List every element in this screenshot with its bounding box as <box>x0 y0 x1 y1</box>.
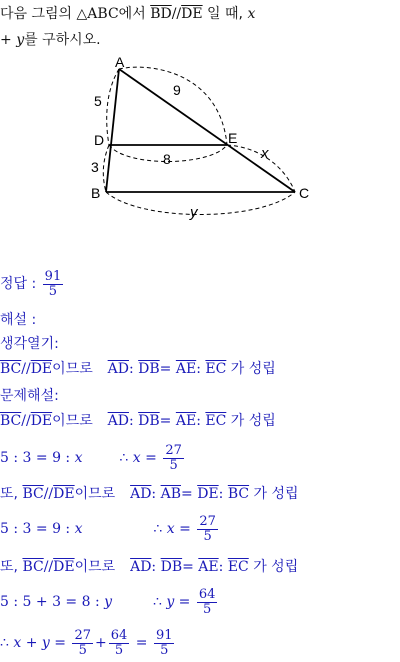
therefore-symbol: ∴ <box>119 450 133 466</box>
variable-x: x <box>166 521 175 537</box>
text: 가 성립 <box>230 413 276 429</box>
equation-3 <box>0 585 219 619</box>
variable-x: x <box>13 635 22 651</box>
denominator: 5 <box>114 642 124 658</box>
plus-sign: + <box>0 32 12 48</box>
segment-ec: $\overline{EC}$ <box>227 559 249 575</box>
variable-y: y <box>41 635 50 651</box>
problem-text: 에서 <box>118 6 146 22</box>
equals: = <box>49 635 71 651</box>
text: 이므로 <box>52 361 93 377</box>
segment-ae: $\overline{AE}$ <box>175 413 197 429</box>
problem-text: 다음 그림의 <box>0 6 73 22</box>
segment-ad: $\overline{AD}$ <box>130 486 152 502</box>
numerator: 27 <box>199 513 216 529</box>
denominator: 5 <box>203 601 212 617</box>
segment-ad: $\overline{AD}$ <box>107 413 129 429</box>
fraction <box>197 515 218 544</box>
numerator: 27 <box>165 442 182 458</box>
side-ab <box>106 69 119 192</box>
equals: = <box>159 361 172 377</box>
segment-ae: $\overline{AE}$ <box>198 559 219 575</box>
segment-bc: $\overline{BC}$ <box>22 486 44 502</box>
equals: = <box>131 635 152 651</box>
segment-db: $\overline{DB}$ <box>138 361 160 377</box>
solution-line-3 <box>0 558 298 576</box>
denominator: 5 <box>203 528 212 544</box>
segment-de: $\overline{DE}$ <box>30 413 53 429</box>
denominator: 5 <box>78 642 87 658</box>
segment-db: $\overline{DB}$ <box>160 559 183 575</box>
triangle-abc: △ABC <box>76 6 119 22</box>
length-ad: 5 <box>94 93 102 109</box>
segment-de: $\overline{DE}$ <box>181 6 203 22</box>
fraction <box>154 629 175 658</box>
problem-text: 를 구하시오. <box>24 32 101 48</box>
segment-de: $\overline{DE}$ <box>53 559 75 575</box>
text: 가 성립 <box>230 361 276 377</box>
colon: : <box>218 559 224 575</box>
segment-ab: $\overline{AB}$ <box>160 486 181 502</box>
parallel-symbol: // <box>43 486 54 502</box>
variable-y: y <box>166 594 175 610</box>
answer-label: 정답 : <box>0 276 37 292</box>
segment-bc: $\overline{BC}$ <box>0 413 22 429</box>
label-e: E <box>228 130 238 146</box>
answer-line <box>0 268 65 300</box>
label-d: D <box>94 132 105 148</box>
segment-ad: $\overline{AD}$ <box>130 559 152 575</box>
segment-de: $\overline{DE}$ <box>53 486 75 502</box>
solution-line-1 <box>0 412 276 430</box>
length-ec: x <box>261 145 269 162</box>
proportion: 5 : 3 = 9 : <box>0 450 75 466</box>
colon: : <box>151 559 157 575</box>
text: 가 성립 <box>253 559 299 575</box>
equation-1 <box>0 441 186 475</box>
variable-y: y <box>104 594 113 610</box>
colon: : <box>128 413 134 429</box>
denominator: 5 <box>160 642 169 658</box>
explanation-label: 해설 : <box>0 312 37 328</box>
colon: : <box>151 486 157 502</box>
segment-ad: $\overline{AD}$ <box>107 361 129 377</box>
text: 이므로 <box>52 413 93 429</box>
equals: = <box>182 559 194 575</box>
parallel-symbol: // <box>21 413 31 429</box>
segment-bc: $\overline{BC}$ <box>227 486 250 502</box>
fraction <box>197 588 218 617</box>
numerator: 91 <box>155 627 173 643</box>
fraction <box>163 444 184 473</box>
equals: = <box>140 450 162 466</box>
colon: : <box>218 486 224 502</box>
text: 또, <box>0 486 18 502</box>
length-ae: 9 <box>173 82 181 98</box>
length-de: 8 <box>163 151 171 167</box>
label-a: A <box>115 54 125 70</box>
hint-line <box>0 360 276 378</box>
equals: = <box>174 521 196 537</box>
numerator: 91 <box>44 268 62 284</box>
fraction <box>72 629 93 658</box>
colon: : <box>128 361 134 377</box>
label-c: C <box>299 185 310 201</box>
numerator: 64 <box>110 627 128 643</box>
denominator: 5 <box>169 457 178 473</box>
segment-de: $\overline{DE}$ <box>30 361 53 377</box>
segment-bc: $\overline{BC}$ <box>22 559 44 575</box>
equals: = <box>174 594 195 610</box>
length-db: 3 <box>91 159 99 175</box>
therefore-symbol: ∴ <box>0 635 14 651</box>
segment-bc: $\overline{BC}$ <box>0 361 22 377</box>
segment-db: $\overline{DB}$ <box>138 413 160 429</box>
problem-text: 일 때, <box>207 6 243 22</box>
variable-x: x <box>247 6 256 22</box>
segment-ae: $\overline{AE}$ <box>175 361 197 377</box>
text: 이므로 <box>74 559 116 575</box>
variable-x: x <box>74 521 83 537</box>
parallel-symbol: // <box>171 6 182 22</box>
proportion: 5 : 3 = 9 : <box>0 521 75 537</box>
numerator: 64 <box>198 586 216 602</box>
parallel-symbol: // <box>21 361 31 377</box>
numerator: 27 <box>74 627 92 643</box>
side-ac <box>119 69 295 192</box>
colon: : <box>196 413 201 429</box>
segment-bd: $\overline{BD}$ <box>150 6 172 22</box>
variable-x: x <box>74 450 83 466</box>
denominator: 5 <box>48 283 58 299</box>
text: 이므로 <box>74 486 116 502</box>
final-equation <box>0 626 176 660</box>
therefore-symbol: ∴ <box>153 521 167 537</box>
variable-x: x <box>132 450 141 466</box>
segment-de: $\overline{DE}$ <box>197 486 219 502</box>
label-b: B <box>91 185 101 201</box>
length-bc: y <box>190 204 198 221</box>
equation-2 <box>0 512 220 546</box>
arc-bc <box>106 192 295 215</box>
fraction <box>109 629 130 658</box>
text: 또, <box>0 559 18 575</box>
text: 가 성립 <box>253 486 299 502</box>
hint-title: 생각열기: <box>0 336 59 352</box>
segment-ec: $\overline{EC}$ <box>205 361 227 377</box>
proportion: 5 : 5 + 3 = 8 : <box>0 594 105 610</box>
solution-line-2 <box>0 485 299 503</box>
therefore-symbol: ∴ <box>152 594 167 610</box>
plus-sign: + <box>95 635 107 651</box>
answer-fraction <box>43 270 64 299</box>
problem-line-1 <box>0 5 255 23</box>
problem-line-2 <box>0 31 101 49</box>
parallel-symbol: // <box>43 559 54 575</box>
triangle-figure <box>80 52 320 222</box>
equals: = <box>181 486 193 502</box>
segment-ec: $\overline{EC}$ <box>205 413 227 429</box>
solution-title: 문제해설: <box>0 388 59 404</box>
equals: = <box>159 413 172 429</box>
variable-y: y <box>16 32 25 48</box>
plus-sign: + <box>21 635 42 651</box>
colon: : <box>196 361 201 377</box>
